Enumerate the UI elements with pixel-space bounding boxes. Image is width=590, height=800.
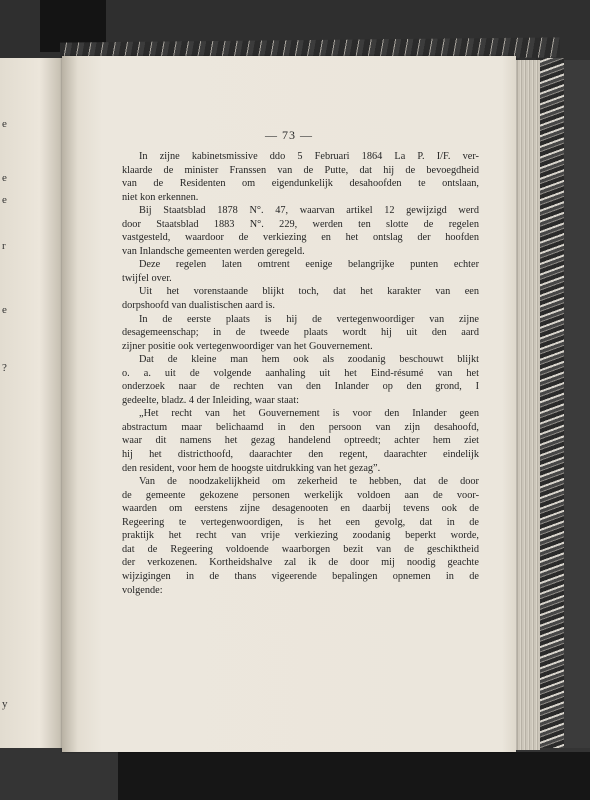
- background-bottom-black: [118, 752, 590, 800]
- book-cover-right-edge: [536, 58, 564, 748]
- text-line: abstractum maar belichaamd in den persoon van zijn desahoofd,: [122, 421, 479, 433]
- left-page-mark: e: [2, 172, 7, 184]
- text-line: In de eerste plaats is hij de vertegenwoordiger van zijne: [139, 313, 479, 325]
- text-line: desagemeenschap; in de tweede plaats wordt hij uit den aard: [122, 327, 479, 339]
- left-page-mark: e: [2, 118, 7, 130]
- left-page-mark: e: [2, 194, 7, 206]
- left-page-marks: [0, 58, 66, 748]
- text-line: dorpshoofd van dualistischen aard is.: [122, 300, 275, 312]
- text-line: vastgesteld, waardoor de verkiezing en het ontslag der hoofden: [122, 232, 479, 244]
- text-line: Deze regelen laten omtrent eenige belangrijke punten echter: [139, 259, 479, 271]
- text-line: door Staatsblad 1883 N°. 229, werden ten slotte de regelen: [122, 218, 479, 230]
- text-line: onderzoek naar de rechten van den Inlander op den grond, I: [122, 381, 479, 393]
- text-line: de gemeente gekozene personen werkelijk voldoen aan de voor-: [122, 489, 479, 501]
- body-text: [122, 150, 479, 597]
- text-line: wijzigingen in de thans vigeerende bepalingen opnemen in de: [122, 570, 479, 582]
- text-line: Bij Staatsblad 1878 N°. 47, waarvan artikel 12 gewijzigd werd: [139, 205, 479, 217]
- text-line: Regeering te vertegenwoordigen, is het een gevolg, dat in de: [122, 516, 479, 528]
- text-line: In zijne kabinetsmissive ddo 5 Februari 1864 La P. I/F. ver-: [139, 151, 479, 162]
- left-page-mark: ?: [2, 362, 7, 374]
- text-line: o. a. uit de volgende aanhaling uit het Eind-résumé van het: [122, 367, 479, 379]
- left-page-mark: e: [2, 304, 7, 316]
- text-line: gedeelte, bladz. 4 der Inleiding, waar staat:: [122, 394, 299, 406]
- text-line: niet kon erkennen.: [122, 191, 199, 203]
- text-line: „Het recht van het Gouvernement is voor den Inlander geen: [139, 408, 479, 420]
- text-line: waarden om eerstens zijne desagenooten en daarbij tevens ook de: [122, 503, 479, 515]
- text-line: twijfel over.: [122, 272, 172, 284]
- left-page-mark: y: [2, 698, 8, 710]
- text-line: waar dit namens het gezag handelend optreedt; achter hem ziet: [122, 435, 479, 447]
- text-line: volgende:: [122, 584, 163, 596]
- text-line: dat de Regeering voldoende waarborgen bezit van de geschiktheid: [122, 543, 479, 555]
- text-line: van Inlandsche gemeenten werden geregeld.: [122, 245, 305, 257]
- right-page: [62, 56, 516, 752]
- text-line: zijner positie ook vertegenwoordiger van het Gouvernement.: [122, 340, 373, 352]
- text-line: van de Residenten om eigendunkelijk desahoofden te ontslaan,: [122, 178, 479, 190]
- text-line: klaarde de minister Franssen van de Putte, dat hij de bevoegdheid: [122, 164, 479, 176]
- text-line: praktijk het recht van vrije verkiezing zoodanig beperkt worde,: [122, 530, 479, 542]
- text-line: der verkozenen. Kortheidshalve zal ik de door mij noodig geachte: [122, 557, 479, 569]
- left-page: [0, 58, 66, 748]
- page-number: — 73 —: [265, 128, 313, 142]
- text-line: Van de noodzakelijkheid om zekerheid te hebben, dat de door: [139, 476, 479, 488]
- text-line: den resident, voor hem de hoogste uitdrukking van het gezag”.: [122, 462, 381, 474]
- text-line: hij het districthoofd, daarachter den regent, daarachter eindelijk: [122, 449, 479, 461]
- left-page-mark: r: [2, 240, 6, 252]
- text-line: Uit het vorenstaande blijkt toch, dat het karakter van een: [139, 286, 479, 298]
- text-line: Dat de kleine man hem ook als zoodanig beschouwt blijkt: [139, 354, 479, 366]
